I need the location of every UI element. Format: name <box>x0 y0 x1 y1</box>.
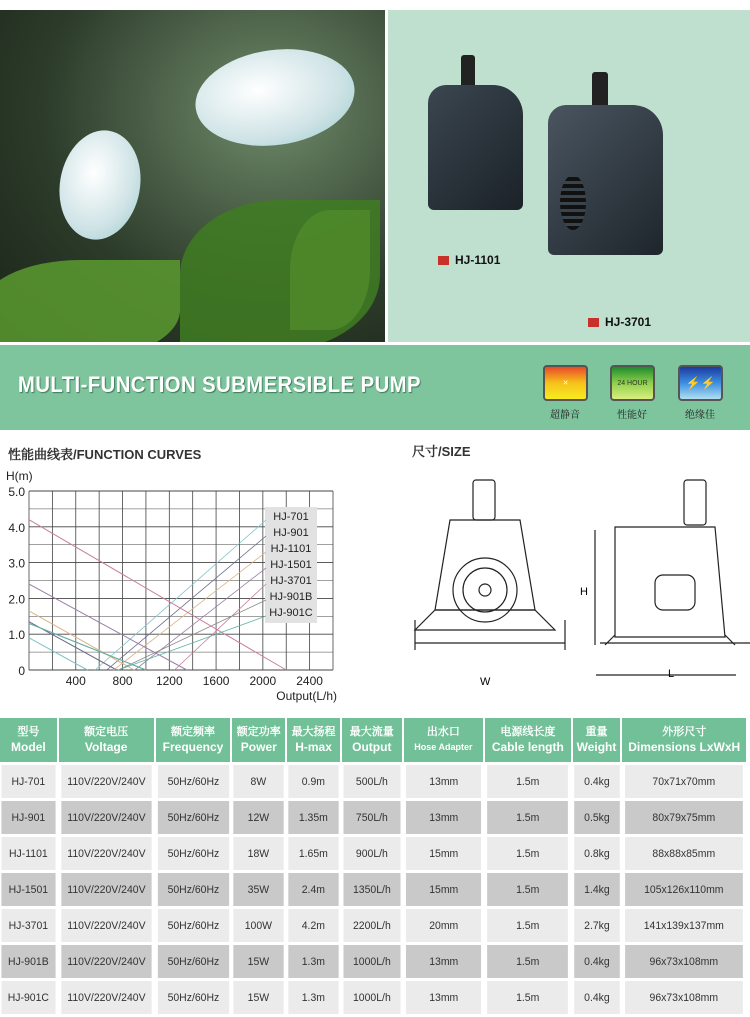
function-curves-chart <box>0 460 380 710</box>
table-cell: 80x79x75mm <box>626 801 743 834</box>
y-tick-label: 4.0 <box>8 520 25 535</box>
table-cell: 20mm <box>406 909 481 942</box>
header-cn: 型号 <box>17 726 40 738</box>
table-row <box>0 909 746 942</box>
table-cell: 110V/220V/240V <box>61 909 151 942</box>
header-cn: 出水口 <box>426 726 460 738</box>
table-cell: 1000L/h <box>343 981 400 1014</box>
header-en: Weight <box>576 740 617 754</box>
product-model-label: HJ-1101 <box>455 253 501 267</box>
table-cell: 13mm <box>406 765 481 798</box>
table-cell: 1.5m <box>487 837 568 870</box>
column-header <box>485 718 570 762</box>
table-cell: HJ-901 <box>1 801 55 834</box>
table-cell: 50Hz/60Hz <box>157 765 228 798</box>
column-header <box>156 718 231 762</box>
column-header <box>287 718 340 762</box>
table-cell: 13mm <box>406 981 481 1014</box>
header-cn: 最大流量 <box>349 726 394 738</box>
table-cell: 1.5m <box>487 801 568 834</box>
y-tick-label: 0 <box>18 664 25 678</box>
table-cell: HJ-901B <box>1 945 55 978</box>
legend-label: HJ-3701 <box>270 575 312 587</box>
legend-leader-line <box>107 536 266 670</box>
legend-label: HJ-901B <box>269 591 313 603</box>
table-cell: 1000L/h <box>343 945 400 978</box>
curve-hj-701 <box>29 638 87 670</box>
header-cn: 额定电压 <box>84 726 129 738</box>
y-tick-label: 5.0 <box>8 485 25 499</box>
table-cell: 15mm <box>406 837 481 870</box>
column-header <box>622 718 746 762</box>
header-cn: 最大扬程 <box>291 726 336 738</box>
lightning-insulation-icon: ⚡⚡ <box>678 365 723 401</box>
table-cell: 110V/220V/240V <box>61 981 151 1014</box>
size-diagram <box>400 465 750 690</box>
table-row <box>0 801 746 834</box>
feature-label: 绝缘佳 <box>685 410 715 421</box>
table-cell: HJ-901C <box>1 981 55 1014</box>
table-cell: 15W <box>234 981 284 1014</box>
curve-hj-3701 <box>29 520 286 670</box>
width-label: W <box>480 676 491 688</box>
y-tick-label: 3.0 <box>8 556 25 571</box>
table-cell: 105x126x110mm <box>626 873 743 906</box>
curve-hj-1101 <box>29 611 134 670</box>
table-cell: 141x139x137mm <box>626 909 743 942</box>
table-cell: 900L/h <box>343 837 400 870</box>
legend-leader-line <box>118 616 266 670</box>
table-cell: 1.5m <box>487 981 568 1014</box>
header-cn: 重量 <box>585 726 608 738</box>
table-cell: 88x88x85mm <box>626 837 743 870</box>
table-cell: 50Hz/60Hz <box>157 909 228 942</box>
product-model-label: HJ-3701 <box>605 315 652 329</box>
header-en: Output <box>352 740 392 754</box>
table-cell: 110V/220V/240V <box>61 945 151 978</box>
table-cell: HJ-1101 <box>1 837 55 870</box>
table-cell: 1.3m <box>289 945 339 978</box>
header-en: Power <box>240 740 277 754</box>
table-cell: 110V/220V/240V <box>61 801 151 834</box>
table-cell: 15W <box>234 945 284 978</box>
x-tick-label: 1200 <box>155 674 183 688</box>
table-cell: 500L/h <box>343 765 400 798</box>
table-cell: 4.2m <box>289 909 339 942</box>
length-label: L <box>668 668 675 680</box>
table-row <box>0 765 746 798</box>
header-cn: 外形尺寸 <box>662 726 707 738</box>
y-tick-label: 1.0 <box>8 628 25 643</box>
table-cell: 96x73x108mm <box>626 945 743 978</box>
table-cell: 110V/220V/240V <box>61 837 151 870</box>
legend-label: HJ-901 <box>273 527 309 539</box>
24-hour-text: 24 HOUR <box>617 379 648 387</box>
header-cn: 额定频率 <box>170 726 215 738</box>
table-cell: 1.3m <box>289 981 339 1014</box>
table-cell: 2.7kg <box>574 909 619 942</box>
table-cell: 50Hz/60Hz <box>157 945 228 978</box>
table-cell: 50Hz/60Hz <box>157 801 228 834</box>
y-axis-label: H(m) <box>6 469 33 483</box>
table-cell: 1.5m <box>487 909 568 942</box>
column-header <box>342 718 402 762</box>
y-tick-label: 2.0 <box>8 592 25 607</box>
table-cell: 0.9m <box>289 765 339 798</box>
table-cell: 13mm <box>406 801 481 834</box>
pump-product-photo <box>388 10 750 342</box>
legend-label: HJ-901C <box>269 607 313 619</box>
table-cell: 12W <box>234 801 284 834</box>
mute-speaker-icon: ✕ <box>543 365 588 401</box>
header-en: Frequency <box>162 740 224 754</box>
table-cell: 35W <box>234 873 284 906</box>
table-cell: 13mm <box>406 945 481 978</box>
table-cell: 50Hz/60Hz <box>157 981 228 1014</box>
feature-label: 性能好 <box>617 410 647 421</box>
table-row <box>0 837 746 870</box>
table-cell: 1.5m <box>487 945 568 978</box>
header-cn: 电源线长度 <box>500 726 556 738</box>
column-header <box>59 718 154 762</box>
column-header <box>404 718 483 762</box>
header-cn: 额定功率 <box>236 726 281 738</box>
product-label-hj3701 <box>588 315 651 329</box>
table-cell: 1350L/h <box>343 873 400 906</box>
table-row <box>0 981 746 1014</box>
x-tick-label: 800 <box>112 674 133 688</box>
legend-leader-line <box>118 600 266 670</box>
table-cell: 1.35m <box>289 801 339 834</box>
legend-label: HJ-701 <box>273 511 309 523</box>
table-cell: 2200L/h <box>343 909 400 942</box>
x-tick-label: 2400 <box>296 674 323 688</box>
column-header <box>573 718 621 762</box>
table-cell: 1.5m <box>487 873 568 906</box>
table-cell: HJ-701 <box>1 765 55 798</box>
banner-title: MULTI-FUNCTION SUBMERSIBLE PUMP <box>18 372 421 397</box>
aquarium-angelfish-photo <box>0 10 385 342</box>
table-cell: 750L/h <box>343 801 400 834</box>
table-cell: 1.65m <box>289 837 339 870</box>
header-en: Cable length <box>491 740 564 754</box>
header-en: Model <box>11 740 46 754</box>
x-tick-label: 2000 <box>249 674 277 688</box>
table-cell: 70x71x70mm <box>626 765 743 798</box>
x-axis-label: Output(L/h) <box>276 689 337 703</box>
table-cell: HJ-3701 <box>1 909 55 942</box>
24-hour-icon <box>610 365 655 401</box>
legend-label: HJ-1501 <box>270 559 312 571</box>
table-row <box>0 945 746 978</box>
header-en: Hose Adapter <box>414 742 473 752</box>
header-en: Dimensions LxWxH <box>628 740 741 754</box>
column-header <box>0 718 57 762</box>
table-cell: 0.4kg <box>574 765 619 798</box>
table-cell: 110V/220V/240V <box>61 873 151 906</box>
legend-leader-line <box>174 584 266 670</box>
specifications-table <box>0 715 748 1017</box>
table-cell: 2.4m <box>289 873 339 906</box>
table-cell: 15mm <box>406 873 481 906</box>
table-cell: 0.4kg <box>574 981 619 1014</box>
x-tick-label: 400 <box>65 674 86 688</box>
legend-label: HJ-1101 <box>270 543 312 555</box>
table-cell: 110V/220V/240V <box>61 765 151 798</box>
table-cell: 50Hz/60Hz <box>157 873 228 906</box>
curve-hj-901c <box>29 623 146 670</box>
table-cell: 0.8kg <box>574 837 619 870</box>
table-cell: 8W <box>234 765 284 798</box>
height-label: H <box>580 586 588 598</box>
feature-label: 超静音 <box>550 410 580 421</box>
table-cell: 0.4kg <box>574 945 619 978</box>
table-cell: 100W <box>234 909 284 942</box>
table-cell: 0.5kg <box>574 801 619 834</box>
table-cell: 96x73x108mm <box>626 981 743 1014</box>
table-cell: 1.5m <box>487 765 568 798</box>
column-header <box>232 718 285 762</box>
table-cell: 50Hz/60Hz <box>157 837 228 870</box>
size-title: 尺寸/SIZE <box>412 444 471 459</box>
legend-leader-line <box>135 568 266 670</box>
header-en: H-max <box>295 740 332 754</box>
table-row <box>0 873 746 906</box>
x-tick-label: 1600 <box>202 674 230 688</box>
header-en: Voltage <box>84 740 128 754</box>
chart-title: 性能曲线表/FUNCTION CURVES <box>8 447 202 462</box>
product-label-hj1101 <box>438 253 500 267</box>
table-cell: 1.4kg <box>574 873 619 906</box>
table-cell: 18W <box>234 837 284 870</box>
table-cell: HJ-1501 <box>1 873 55 906</box>
